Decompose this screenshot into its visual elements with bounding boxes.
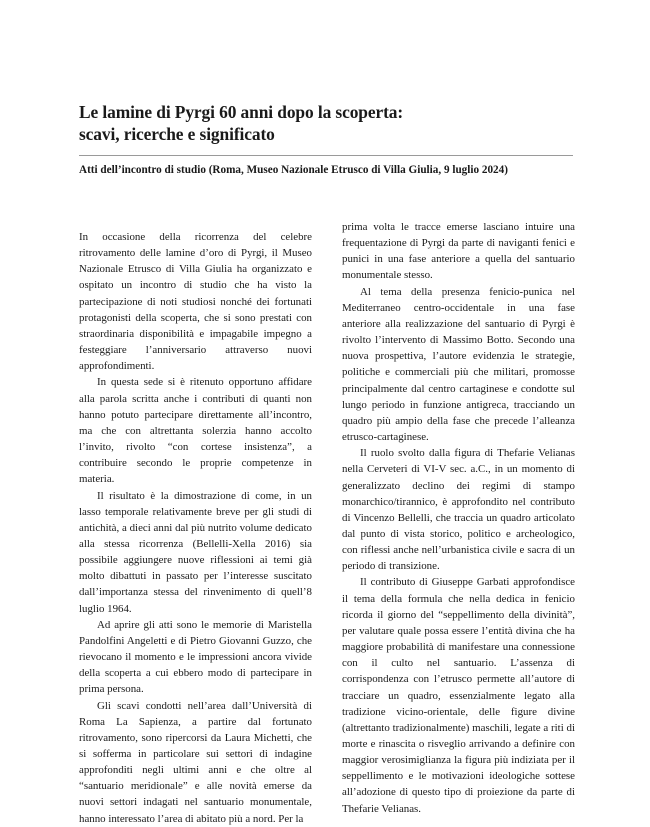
paragraph: Al tema della presenza fenicio-punica nel Mediterraneo centro-occidentale in una fase anteriore alla realizzazione del santuario di Pyrgi è rivolto l’intervento di Massimo Botto. Secondo una nuova prospettiva, l’autore evidenzia le strategie, politiche e commerciali più che militari, promosse principalmente dal centro cartaginese e condotte sul lungo periodo in funzione antigreca, tracciando un quadro più ampio della fase che precede l’alleanza etrusco-cartaginese. xyxy=(342,285,575,444)
title-line-1: Le lamine di Pyrgi 60 anni dopo la scoperta: xyxy=(79,102,404,122)
title-line-2: scavi, ricerche e significato xyxy=(79,124,275,144)
paragraph: Ad aprire gli atti sono le memorie di Maristella Pandolfini Angeletti e di Pietro Giovanni Guzzo, che rievocano il momento e le impressioni ancora vivide della scoperta a cui ebbero modo di partecipare in prima persona. xyxy=(79,618,312,696)
paragraph: prima volta le tracce emerse lasciano intuire una frequentazione di Pyrgi da parte di naviganti fenici e punici in una fase anteriore a quella del santuario monumentale stesso. xyxy=(342,221,575,282)
page-subtitle: Atti dell’incontro di studio (Roma, Museo Nazionale Etrusco di Villa Giulia, 9 luglio 2024) xyxy=(79,164,508,176)
paragraph: In occasione della ricorrenza del celebre ritrovamento delle lamine d’oro di Pyrgi, il Museo Nazionale Etrusco di Villa Giulia ha organizzato e ospitato un incontro di studio che ha visto la partecipazione di noti studiosi nonché dei fortunati protagonisti della scoperta, che si sono prestati con straordinaria disponibilità e impagabile impegno a festeggiare l’anniversario attraverso nuovi approfondimenti. xyxy=(79,231,312,373)
right-column xyxy=(342,219,575,817)
paragraph: Il ruolo svolto dalla figura di Thefarie Velianas nella Cerveteri di VI-V sec. a.C., in un momento di generalizzato declino dei regimi di stampo monarchico/tirannico, è approfondito nel contributo di Vincenzo Bellelli, che traccia un quadro articolato dal punto di vista storico, politico e archeologico, con riflessi anche nell’urbanistica civile e sacra di un periodo di transizione. xyxy=(342,447,575,573)
paragraph: In questa sede si è ritenuto opportuno affidare alla parola scritta anche i contributi di quanti non hanno potuto partecipare direttamente all’incontro, ma che con altrettanta solerzia hanno accolto l’invito, rivolto “con cortese insistenza”, a contribuire secondo le proprie competenze in materia. xyxy=(79,376,312,486)
page-title xyxy=(79,101,579,145)
paragraph: Il risultato è la dimostrazione di come, in un lasso temporale relativamente breve per gli studi di antichità, a dieci anni dal più nutrito volume dedicato alla stessa ricorrenza (Bellelli-Xella 2016) sia possibile aggiungere nuove riflessioni ai temi già molto dibattuti in passato per l’interesse suscitato dall’importanza stessa del rinvenimento di quell’8 luglio 1964. xyxy=(79,489,312,615)
title-divider xyxy=(79,155,573,156)
paragraph: Gli scavi condotti nell’area dall’Università di Roma La Sapienza, a partire dal fortunato ritrovamento, sono ripercorsi da Laura Michetti, che si sofferma in particolare sui settori di indagine approfonditi negli ultimi anni e che oltre al “santuario meridionale” e alle novità emerse da nuovi settori indagati nel santuario monumentale, hanno interessato l’area di abitato più a nord. Per la xyxy=(79,699,312,825)
paragraph: Il contributo di Giuseppe Garbati approfondisce il tema della formula che nella dedica in fenicio ricorda il giorno del “seppellimento della divinità”, per valutare quale possa essere l’entità divina che ha maggiore probabilità di manifestare una connessione con il culto nel santuario. L’assenza di corrispondenza con l’etrusco permette all’autore di tracciare un quadro, essenzialmente legato alla tradizione vicino-orientale, delle figure divine (altrettanto tradizionalmente) maschili, legate a riti di morte e rinascita o risveglio arrivando a definire con maggior verosimiglianza la figura più indiziata per il seppellimento e le motivazioni ideologiche sottese all’adozione di questo tipo di proiezione da parte di Thefarie Velianas. xyxy=(342,576,575,815)
left-column xyxy=(79,229,312,827)
